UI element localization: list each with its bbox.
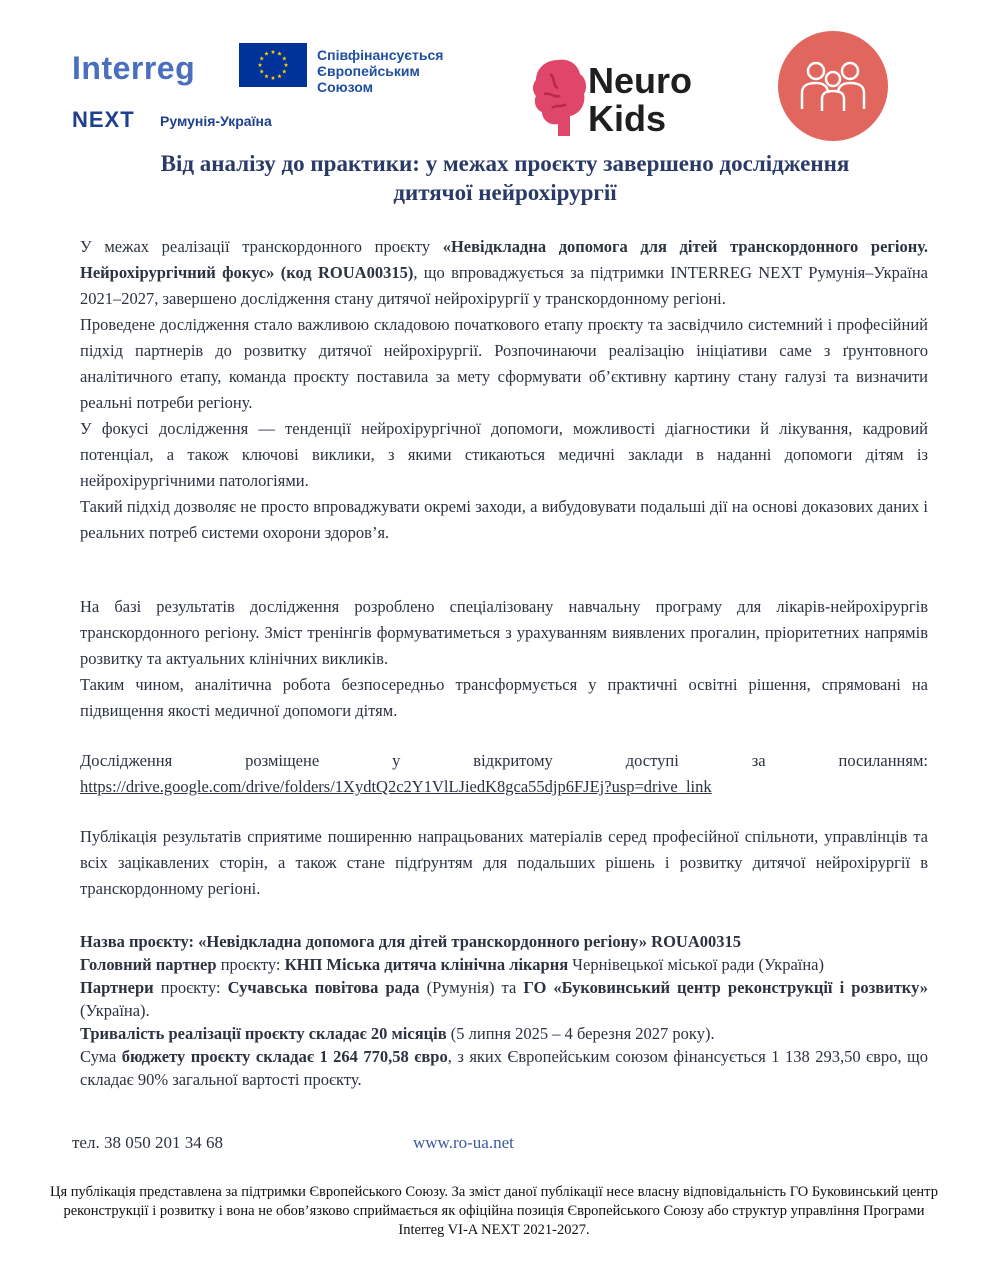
paragraph-approach: Такий підхід дозволяє не просто впроваджувати окремі заходи, а вибудовувати подальші дії на основі доказових даних і реальних потреб системи охорони здоров’я.	[80, 497, 928, 542]
interreg-logo-text: Interreg	[72, 50, 196, 86]
info-partner-suceava: Сучавська повітова рада	[227, 978, 420, 997]
body-block-publication	[80, 824, 928, 902]
neurokids-line1: Neuro	[588, 60, 693, 101]
info-partners-label: Партнери	[80, 978, 154, 997]
info-partners-text1: проєкту:	[153, 978, 228, 997]
paragraph-publication: Публікація результатів сприятиме поширенню напрацьованих матеріалів серед професійної спільноти, управлінців та всіх зацікавлених сторін, а також стане підґрунтям для подальших рішень і розвитку дитячої нейрохірургії в транскордонному регіоні.	[80, 827, 928, 898]
page-title	[80, 149, 930, 207]
neurokids-logo-text	[588, 62, 692, 138]
paragraph-access: Дослідження розміщене у відкритому доступі за посиланням:	[80, 751, 928, 770]
info-lead-text1: проєкту:	[216, 955, 285, 974]
footer-website-link[interactable]: www.ro-ua.net	[413, 1133, 514, 1152]
footer-disclaimer: Ця публікація представлена за підтримки Європейського Союзу. За зміст даної публікації несе власну відповідальність ГО Буковинський центр реконструкції і розвитку і вона не обов’язково сприймається як офіційна позиція Європейського Союзу або структур управління Програми Interreg VI-A NEXT 2021-2027.	[50, 1184, 938, 1238]
info-lead-name: КНП Міська дитяча клінічна лікарня	[284, 955, 569, 974]
eu-text-line3: Союзом	[317, 79, 373, 95]
info-duration-text: (5 липня 2025 – 4 березня 2027 року).	[446, 1024, 715, 1043]
info-name-bold: Назва проєкту: «Невідкладна допомога для дітей транскордонного регіону» ROUA00315	[80, 932, 742, 951]
eu-flag-icon	[239, 43, 307, 87]
eu-cofinanced-text	[317, 47, 443, 95]
info-lead-label: Головний партнер	[80, 955, 217, 974]
info-partner-bukovyna: ГО «Буковинський центр реконструкції і розвитку»	[523, 978, 928, 997]
family-circle-icon	[778, 31, 888, 141]
info-budget-bold: бюджету проєкту складає 1 264 770,58 євро	[121, 1047, 448, 1066]
p1-text-a: У межах реалізації транскордонного проєкту	[80, 237, 443, 256]
project-info	[80, 930, 928, 1091]
p1-text-c: , що впроваджується за підтримки INTERREG NEXT Румунія–Україна 2021–2027, завершено дослідження стану дитячої нейрохірургії у транскордонному регіоні.	[80, 263, 928, 308]
info-lead-partner	[80, 953, 928, 976]
paragraph-transformation: Таким чином, аналітична робота безпосередньо трансформується у практичні освітні рішення, спрямовані на підвищення якості медичної допомоги дітям.	[80, 675, 928, 720]
info-budget	[80, 1045, 928, 1091]
brain-icon	[530, 56, 588, 140]
body-block-2	[80, 594, 928, 724]
info-partners-text2: (Румунія) та	[419, 978, 524, 997]
paragraph-training-program: На базі результатів дослідження розроблено спеціалізовану навчальну програму для лікарів-нейрохірургів транскордонного регіону. Зміст тренінгів формуватиметься з урахуванням виявлених прогалин, пріоритетних напрямів розвитку та актуальних клінічних викликів.	[80, 597, 928, 668]
next-logo-text: NEXT	[72, 107, 135, 132]
research-link[interactable]: https://drive.google.com/drive/folders/1XydtQ2c2Y1VlLJiedK8gca55djp6FJEj?usp=drive_link	[80, 777, 712, 796]
info-duration-bold: Тривалість реалізації проєкту складає 20 місяців	[80, 1024, 447, 1043]
body-block-1	[80, 234, 928, 546]
paragraph-research-importance: Проведене дослідження стало важливою складовою початкового етапу проєкту та засвідчило системний і професійний підхід партнерів до розвитку дитячої нейрохірургії. Розпочинаючи реалізацію ініціативи саме з ґрунтовного аналітичного етапу, команда проєкту поставила за мету сформувати об’єктивну картину стану галузі та визначити реальні потреби регіону.	[80, 315, 928, 412]
info-partners	[80, 976, 928, 1022]
next-region-text: Румунія-Україна	[160, 113, 272, 129]
info-lead-text2: Чернівецької міської ради (Україна)	[568, 955, 825, 974]
neurokids-line2: Kids	[588, 98, 667, 139]
info-project-name	[80, 930, 928, 953]
eu-text-line2: Європейським	[317, 63, 420, 79]
paragraph-intro	[80, 234, 928, 312]
info-budget-text1: Сума	[80, 1047, 122, 1066]
info-duration	[80, 1022, 928, 1045]
footer-phone: тел. 38 050 201 34 68	[72, 1133, 223, 1152]
info-budget-text2: , з яких Європейським союзом фінансується 1 138 293,50 євро, що складає 90% загальної вартості проєкту.	[80, 1047, 928, 1089]
eu-text-line1: Співфінансується	[317, 47, 444, 63]
info-partners-text3: (Україна).	[80, 1001, 150, 1020]
title-line1: Від аналізу до практики: у межах проєкту завершено дослідження	[160, 151, 850, 176]
p1-project-name: «Невідкладна допомога для дітей транскордонного регіону. Нейрохірургічний фокус» (код ROUA00315)	[80, 237, 928, 282]
title-line2: дитячої нейрохірургії	[393, 180, 617, 205]
paragraph-research-focus: У фокусі дослідження — тенденції нейрохірургічної допомоги, можливості діагностики й лікування, кадровий потенціал, а також ключові виклики, з якими стикаються медичні заклади в наданні допомоги дітям із нейрохірургічними патологіями.	[80, 419, 928, 490]
body-block-link	[80, 748, 928, 800]
